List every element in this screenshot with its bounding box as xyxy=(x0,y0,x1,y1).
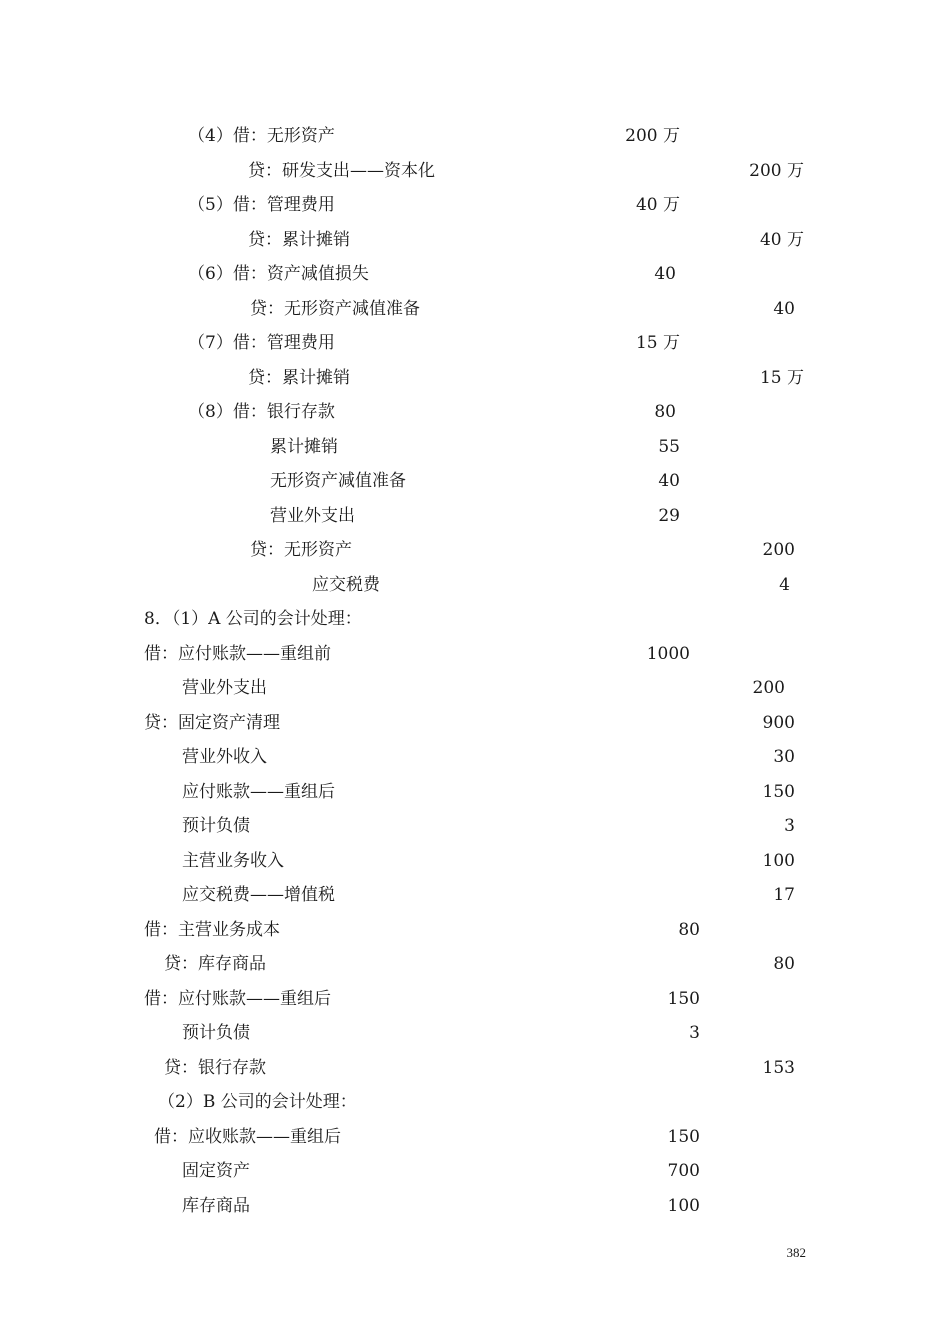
credit-amount: 30 xyxy=(773,747,795,767)
section-heading xyxy=(0,602,950,636)
ledger-line xyxy=(0,154,950,188)
page-number: 382 xyxy=(786,1245,806,1260)
ledger-line xyxy=(0,809,950,843)
credit-amount: 4 xyxy=(779,575,790,595)
debit-amount: 700 xyxy=(667,1161,700,1181)
ledger-line xyxy=(0,1051,950,1085)
ledger-line xyxy=(0,464,950,498)
debit-amount: 40 xyxy=(654,264,676,284)
ledger-line xyxy=(0,740,950,774)
credit-amount: 100 xyxy=(762,851,795,871)
ledger-line xyxy=(0,223,950,257)
line-text: 无形资产减值准备 xyxy=(270,471,406,491)
line-text: 借：应付账款——重组前 xyxy=(144,644,331,664)
line-text: （8）借：银行存款 xyxy=(188,402,335,422)
line-text: 固定资产 xyxy=(182,1161,250,1181)
line-text: 贷：累计摊销 xyxy=(248,368,350,388)
line-text: 营业外收入 xyxy=(182,747,267,767)
line-text: 应付账款——重组后 xyxy=(182,782,335,802)
ledger-line xyxy=(0,706,950,740)
ledger-line xyxy=(0,947,950,981)
line-text: 累计摊销 xyxy=(270,437,338,457)
line-text: 贷：库存商品 xyxy=(164,954,266,974)
line-text: （4）借：无形资产 xyxy=(188,126,335,146)
debit-amount: 1000 xyxy=(646,644,690,664)
section-heading xyxy=(0,1085,950,1119)
line-text: （5）借：管理费用 xyxy=(188,195,335,215)
ledger-line xyxy=(0,395,950,429)
credit-amount: 150 xyxy=(762,782,795,802)
line-text: 贷：无形资产减值准备 xyxy=(250,299,420,319)
line-text: 借：应收账款——重组后 xyxy=(154,1127,341,1147)
credit-amount: 200 xyxy=(762,540,795,560)
debit-amount: 150 xyxy=(667,989,700,1009)
line-text: 库存商品 xyxy=(182,1196,250,1216)
ledger-line xyxy=(0,257,950,291)
line-text: 贷：累计摊销 xyxy=(248,230,350,250)
ledger-line xyxy=(0,982,950,1016)
credit-amount: 153 xyxy=(762,1058,795,1078)
ledger-line xyxy=(0,326,950,360)
credit-amount: 15 万 xyxy=(759,368,804,388)
line-text: 贷：固定资产清理 xyxy=(144,713,280,733)
line-text: 贷：银行存款 xyxy=(164,1058,266,1078)
line-text: 借：应付账款——重组后 xyxy=(144,989,331,1009)
ledger-line xyxy=(0,1154,950,1188)
ledger-line xyxy=(0,188,950,222)
line-text: 营业外支出 xyxy=(270,506,355,526)
ledger-line xyxy=(0,499,950,533)
ledger-line xyxy=(0,430,950,464)
ledger-line xyxy=(0,292,950,326)
debit-amount: 80 xyxy=(654,402,676,422)
debit-amount: 15 万 xyxy=(635,333,680,353)
ledger-line xyxy=(0,878,950,912)
ledger-line xyxy=(0,1120,950,1154)
debit-amount: 40 万 xyxy=(635,195,680,215)
ledger-line xyxy=(0,533,950,567)
ledger-line xyxy=(0,568,950,602)
ledger-line xyxy=(0,671,950,705)
ledger-line xyxy=(0,1189,950,1223)
debit-amount: 80 xyxy=(678,920,700,940)
line-text: 贷：研发支出——资本化 xyxy=(248,161,435,181)
ledger-line xyxy=(0,775,950,809)
debit-amount: 29 xyxy=(658,506,680,526)
debit-amount: 150 xyxy=(667,1127,700,1147)
credit-amount: 3 xyxy=(784,816,795,836)
line-text: 营业外支出 xyxy=(182,678,267,698)
credit-amount: 40 万 xyxy=(759,230,804,250)
line-text: 借：主营业务成本 xyxy=(144,920,280,940)
credit-amount: 40 xyxy=(773,299,795,319)
ledger-line xyxy=(0,361,950,395)
credit-amount: 200 万 xyxy=(749,161,804,181)
line-text: 贷：无形资产 xyxy=(250,540,352,560)
ledger-line xyxy=(0,1016,950,1050)
ledger-line xyxy=(0,119,950,153)
ledger-line xyxy=(0,913,950,947)
line-text: （7）借：管理费用 xyxy=(188,333,335,353)
line-text: 应交税费——增值税 xyxy=(182,885,335,905)
line-text: 主营业务收入 xyxy=(182,851,284,871)
debit-amount: 3 xyxy=(689,1023,700,1043)
debit-amount: 55 xyxy=(658,437,680,457)
line-text: （6）借：资产减值损失 xyxy=(188,264,369,284)
credit-amount: 900 xyxy=(762,713,795,733)
line-text: 8．（1）A 公司的会计处理： xyxy=(144,609,362,629)
debit-amount: 40 xyxy=(658,471,680,491)
line-text: 应交税费 xyxy=(312,575,380,595)
line-text: 预计负债 xyxy=(182,816,250,836)
ledger-line xyxy=(0,637,950,671)
ledger-line xyxy=(0,844,950,878)
line-text: 预计负债 xyxy=(182,1023,250,1043)
credit-amount: 17 xyxy=(773,885,795,905)
debit-amount: 200 万 xyxy=(625,126,680,146)
credit-amount: 200 xyxy=(752,678,785,698)
credit-amount: 80 xyxy=(773,954,795,974)
line-text: （2）B 公司的会计处理： xyxy=(158,1092,357,1112)
debit-amount: 100 xyxy=(667,1196,700,1216)
